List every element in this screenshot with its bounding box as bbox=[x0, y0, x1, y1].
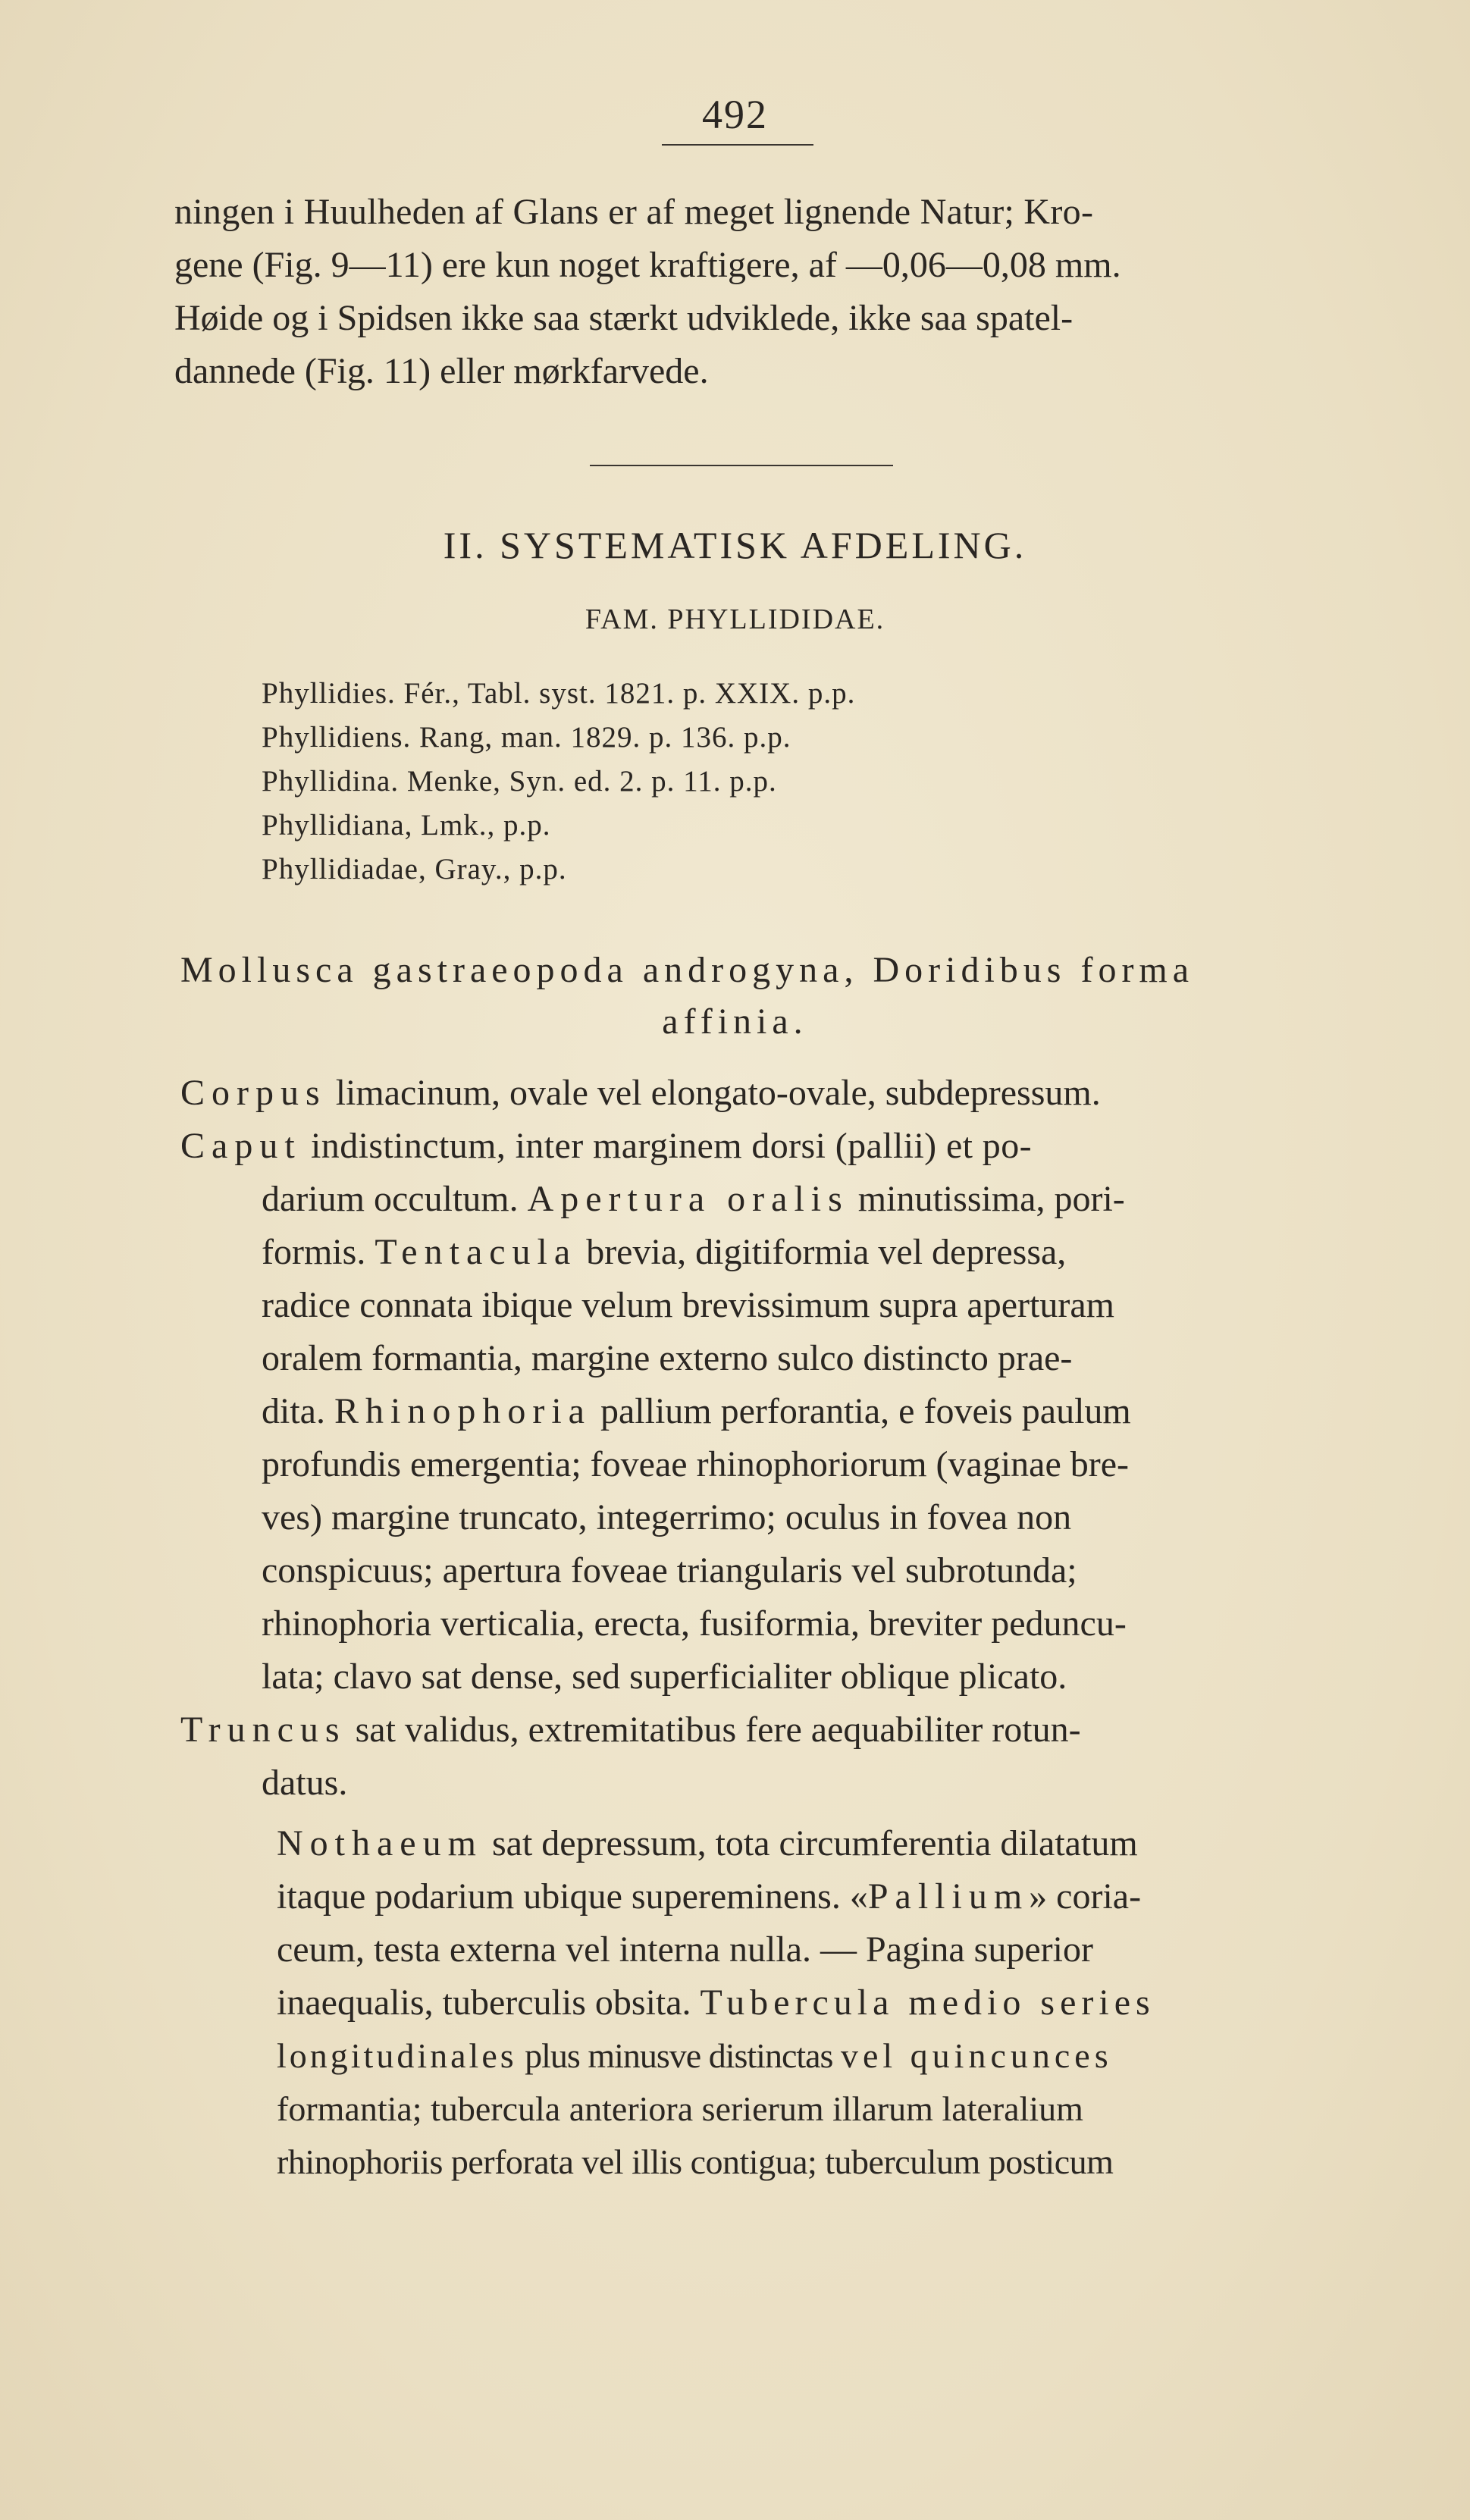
description-line: conspicuus; apertura foveae triangularis vel subrotunda; bbox=[262, 1550, 1077, 1591]
term-nothaeum: Nothaeum bbox=[277, 1823, 483, 1863]
description-line: lata; clavo sat dense, sed superficialiter oblique plicato. bbox=[262, 1656, 1067, 1697]
description-line: itaque podarium ubique supereminens. «Pallium» coria- bbox=[277, 1876, 1142, 1917]
description-line: formis. Tentacula brevia, digitiformia vel depressa, bbox=[262, 1232, 1067, 1272]
page-number-underline bbox=[662, 144, 813, 146]
description-line: Caput indistinctum, inter marginem dorsi (pallii) et po- bbox=[180, 1126, 1032, 1166]
description-line: Truncus sat validus, extremitatibus fere aequabiliter rotun- bbox=[180, 1710, 1081, 1750]
description-line: dita. Rhinophoria pallium perforantia, e foveis paulum bbox=[262, 1391, 1131, 1431]
description-line: rhinophoria verticalia, erecta, fusiformia, breviter peduncu- bbox=[262, 1603, 1127, 1644]
term-caput: Caput bbox=[180, 1126, 302, 1166]
term-tubercula: Tubercula medio series bbox=[700, 1982, 1155, 2023]
description-line: datus. bbox=[262, 1763, 348, 1803]
term-truncus: Truncus bbox=[180, 1710, 346, 1750]
synonym-line: Phyllidiana, Lmk., p.p. bbox=[262, 809, 551, 842]
term-tentacula: Tentacula bbox=[375, 1232, 578, 1272]
synonym-line: Phyllidiens. Rang, man. 1829. p. 136. p.p. bbox=[262, 721, 791, 754]
description-line: Corpus limacinum, ovale vel elongato-ovale, subdepressum. bbox=[180, 1073, 1101, 1113]
description-line: formantia; tubercula anteriora serierum illarum lateralium bbox=[277, 2089, 1083, 2128]
diagnosis-line: Mollusca gastraeopoda androgyna, Doridibus forma bbox=[180, 950, 1195, 990]
intro-line: gene (Fig. 9—11) ere kun noget kraftigere, af —0,06—0,08 mm. bbox=[174, 245, 1121, 285]
section-divider bbox=[590, 465, 893, 466]
term-corpus: Corpus bbox=[180, 1073, 327, 1113]
description-line: ves) margine truncato, integerrimo; oculus in fovea non bbox=[262, 1497, 1072, 1537]
description-line: rhinophoriis perforata vel illis contigua; tuberculum posticum bbox=[277, 2142, 1114, 2181]
term-pallium: Pallium bbox=[867, 1876, 1030, 1917]
description-line: darium occultum. Apertura oralis minutissima, pori- bbox=[262, 1179, 1125, 1219]
description-line: oralem formantia, margine externo sulco distincto prae- bbox=[262, 1338, 1073, 1378]
synonym-line: Phyllidiadae, Gray., p.p. bbox=[262, 853, 567, 885]
intro-line: Høide og i Spidsen ikke saa stærkt udviklede, ikke saa spatel- bbox=[174, 298, 1074, 338]
description-line: ceum, testa externa vel interna nulla. — Pagina superior bbox=[277, 1929, 1093, 1970]
description-line: inaequalis, tuberculis obsita. Tubercula medio series bbox=[277, 1982, 1155, 2023]
description-line: longitudinales plus minusve distinctas vel quincunces bbox=[277, 2036, 1113, 2075]
diagnosis-line: affinia. bbox=[662, 1001, 808, 1042]
page-number: 492 bbox=[702, 92, 768, 137]
synonym-line: Phyllidies. Fér., Tabl. syst. 1821. p. XXIX. p.p. bbox=[262, 677, 856, 710]
description-line: Nothaeum sat depressum, tota circumferentia dilatatum bbox=[277, 1823, 1138, 1863]
synonym-line: Phyllidina. Menke, Syn. ed. 2. p. 11. p.p. bbox=[262, 765, 777, 798]
term-rhinophoria: Rhinophoria bbox=[334, 1391, 591, 1431]
section-title: II. SYSTEMATISK AFDELING. bbox=[443, 524, 1027, 566]
family-title: FAM. PHYLLIDIDAE. bbox=[585, 603, 885, 635]
description-line: profundis emergentia; foveae rhinophoriorum (vaginae bre- bbox=[262, 1444, 1130, 1484]
term-apertura: Apertura oralis bbox=[527, 1179, 849, 1219]
intro-line: ningen i Huulheden af Glans er af meget lignende Natur; Kro- bbox=[174, 192, 1094, 232]
description-line: radice connata ibique velum brevissimum supra aperturam bbox=[262, 1285, 1114, 1325]
intro-line: dannede (Fig. 11) eller mørkfarvede. bbox=[174, 351, 709, 391]
